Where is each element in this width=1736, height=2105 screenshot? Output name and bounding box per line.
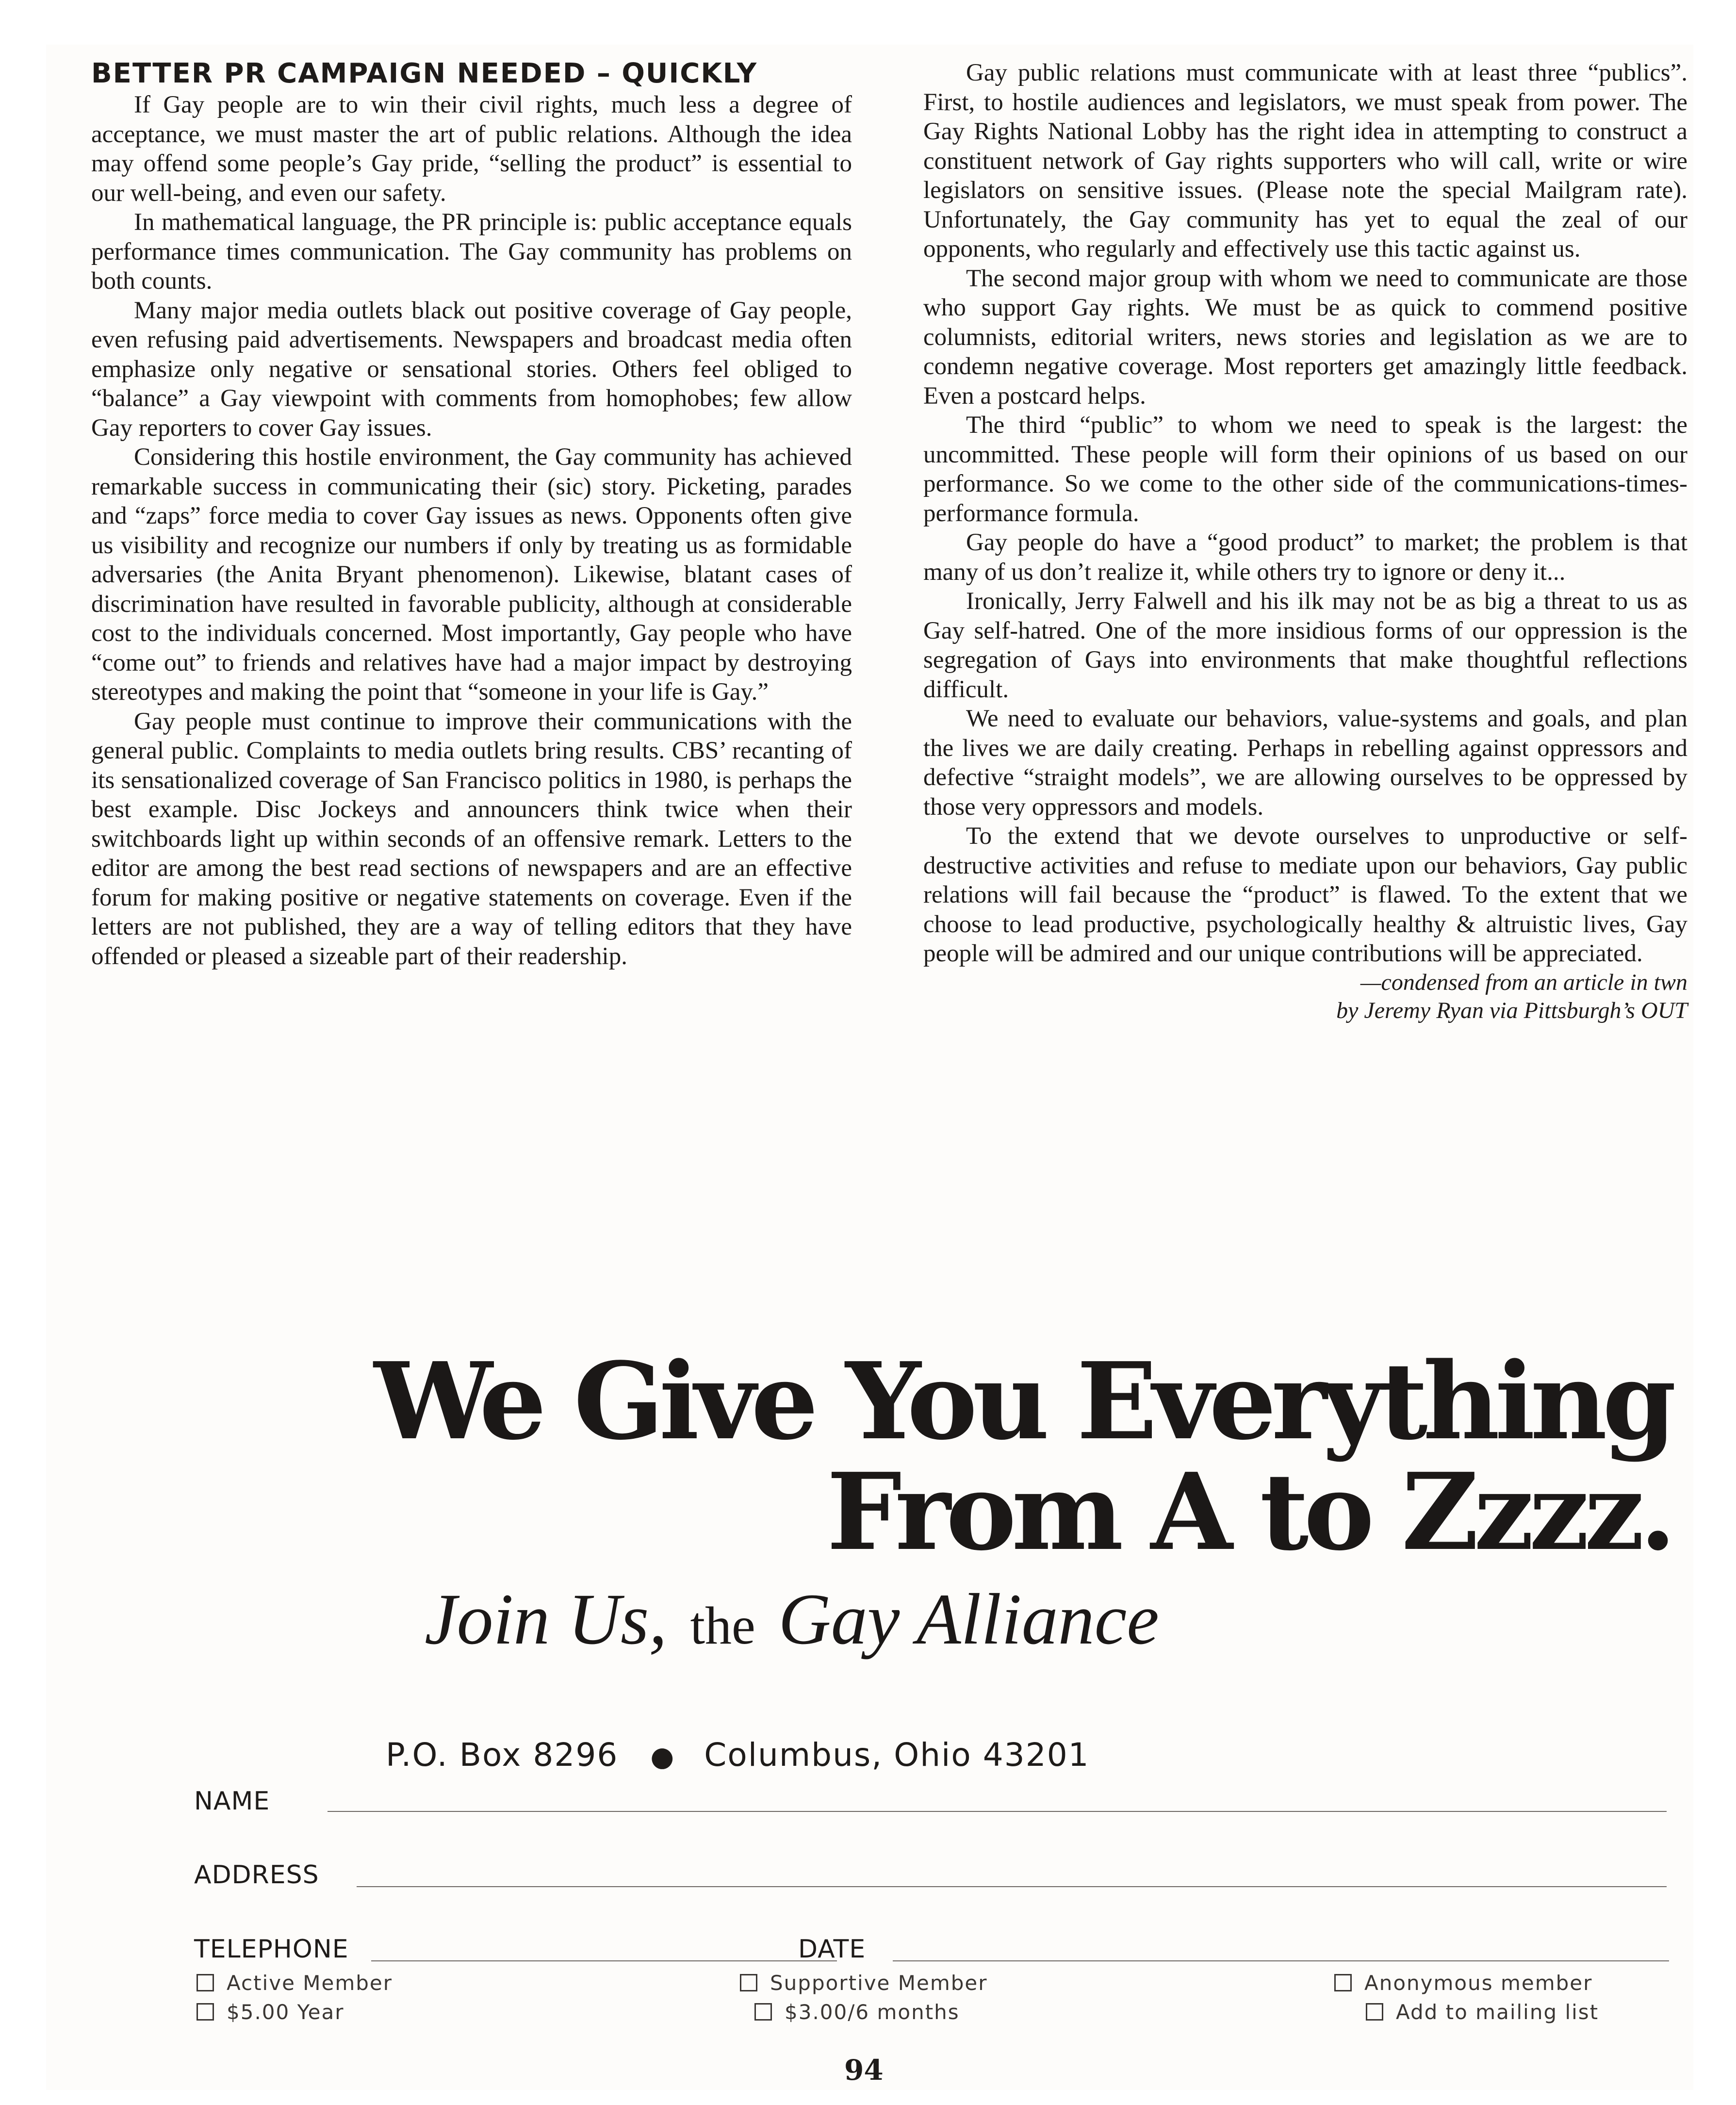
article-paragraph: Gay people must continue to improve their communications with the general public. Complaints to media outlets bring results. CBS’ recanting of its sensationalized coverage of San Francisco politics in 1980, is perhaps the best example. Disc Jockeys and announcers think twice when their switchboards light up within seconds of an offensive remark. Letters to the editor are among the best read sections of newspapers and are an effective forum for making positive or negative statements on coverage. Even if the letters are not published, they are a way of telling editors that they have offended or pleased a sizeable part of their readership. [91,707,852,970]
ad-address [386,1736,1453,1776]
name-field-line[interactable] [328,1811,1667,1812]
checkbox[interactable] [197,1974,214,1991]
article-right-column [923,58,1687,1025]
telephone-label: TELEPHONE [194,1935,349,1964]
checkbox[interactable] [740,1974,757,1991]
po-box: P.O. Box 8296 [386,1736,619,1774]
option-active-member[interactable]: Active Member [197,1971,393,1995]
bullet-icon: ● [650,1741,675,1773]
ad-headline-line-1: We Give You Everything [374,1339,1671,1464]
ad-headline-line-2: From A to Zzzz. [826,1450,1671,1574]
checkbox[interactable] [1334,1974,1352,1991]
join-us-text: Join Us [425,1579,649,1660]
article-paragraph: Many major media outlets black out positive coverage of Gay people, even refusing paid advertisements. Newspapers and broadcast media often emphasize only negative or sensational stories. Others feel obliged to “balance” a Gay viewpoint with comments from homophobes; few allow Gay reporters to cover Gay issues. [91,296,852,442]
article-headline: BETTER PR CAMPAIGN NEEDED – QUICKLY [91,58,758,89]
article-paragraph: The third “public” to whom we need to speak is the largest: the uncommitted. These people will form their opinions of us based on our performance. So we come to the other side of the communications-times-performance formula. [923,411,1687,527]
article-paragraph: Considering this hostile environment, the Gay community has achieved remarkable success in communicating their (sic) story. Picketing, parades and “zaps” force media to cover Gay issues as news. Opponents often give us visibility and recognize our numbers if only by treating us as formidable adversaries (the Anita Bryant phenomenon). Likewise, blatant cases of discrimination have resulted in favorable publicity, although at considerable cost to the individuals concerned. Most importantly, Gay people who have “come out” to friends and relatives have had a major impact by destroying stereotypes and making the point that “someone in your life is Gay.” [91,444,852,706]
page-number: 94 [844,2054,884,2087]
article-credit-line-2: by Jeremy Ryan via Pittsburgh’s OUT [1336,997,1687,1023]
date-label: DATE [798,1935,866,1964]
article-left-column [91,58,852,971]
checkbox[interactable] [1366,2003,1383,2021]
article-paragraph: Gay people do have a “good product” to market; the problem is that many of us don’t realize it, while others try to ignore or deny it... [923,529,1687,586]
article-paragraph: If Gay people are to win their civil rights, much less a degree of acceptance, we must master the art of public relations. Although the idea may offend some people’s Gay pride, “selling the product” is essential to our well-being, and even our safety. [91,91,852,207]
article-paragraph: In mathematical language, the PR principle is: public acceptance equals performance times communication. The Gay community has problems on both counts. [91,209,852,295]
article-paragraph: Ironically, Jerry Falwell and his ilk may not be as big a threat to us as Gay self-hatred. One of the more insidious forms of our oppression is the segregation of Gays into environments that make thoughtful reflections difficult. [923,588,1687,703]
name-label: NAME [194,1787,270,1816]
option-supportive-member[interactable]: Supportive Member [740,1971,988,1995]
address-field-line[interactable] [357,1886,1667,1887]
telephone-field-line[interactable] [371,1960,837,1961]
magazine-page [46,45,1693,2090]
article-paragraph: The second major group with whom we need to communicate are those who support Gay rights. We must be as quick to commend positive columnists, editorial writers, news stories and legislation as we are to condemn negative coverage. Most reporters get amazingly little feedback. Even a postcard helps. [923,264,1687,410]
option-add-to-mailing-list[interactable]: Add to mailing list [1366,2000,1599,2024]
join-comma: , [649,1579,667,1660]
address-label: ADDRESS [194,1860,319,1890]
article-paragraph: To the extend that we devote ourselves to unproductive or self-destructive activities and refuse to mediate upon our behaviors, Gay public relations will fail because the “product” is flawed. To the extent that we choose to lead productive, psychologically healthy & altruistic lives, Gay people will be admired and our unique contributions will be appreciated. [923,822,1687,967]
city-line: Columbus, Ohio 43201 [704,1736,1090,1774]
checkbox[interactable] [754,2003,772,2021]
article-credit-line-1: —condensed from an article in twn [1360,969,1687,995]
date-field-line[interactable] [893,1960,1669,1961]
article-paragraph: Gay public relations must communicate with at least three “publics”. First, to hostile audiences and legislators, we must speak from power. The Gay Rights National Lobby has the right idea in attempting to construct a constituent network of Gay rights supporters who will call, write or wire legislators on sensitive issues. (Please note the special Mailgram rate). Unfortunately, the Gay community has yet to equal the zeal of our opponents, who regularly and effectively use this tactic against us. [923,59,1687,263]
article-paragraph: We need to evaluate our behaviors, value-systems and goals, and plan the lives we are daily creating. Perhaps in rebelling against oppressors and defective “straight models”, we are allowing ourselves to be oppressed by those very oppressors and models. [923,705,1687,821]
ad-join-line [425,1578,1589,1667]
the-word: the [690,1596,755,1655]
option-anonymous-member[interactable]: Anonymous member [1334,1971,1592,1995]
checkbox[interactable] [197,2003,214,2021]
option-5-dollar-year[interactable]: $5.00 Year [197,2000,344,2024]
option-3-dollar-6-months[interactable]: $3.00/6 months [754,2000,960,2024]
gay-alliance-name: Gay Alliance [778,1579,1159,1660]
